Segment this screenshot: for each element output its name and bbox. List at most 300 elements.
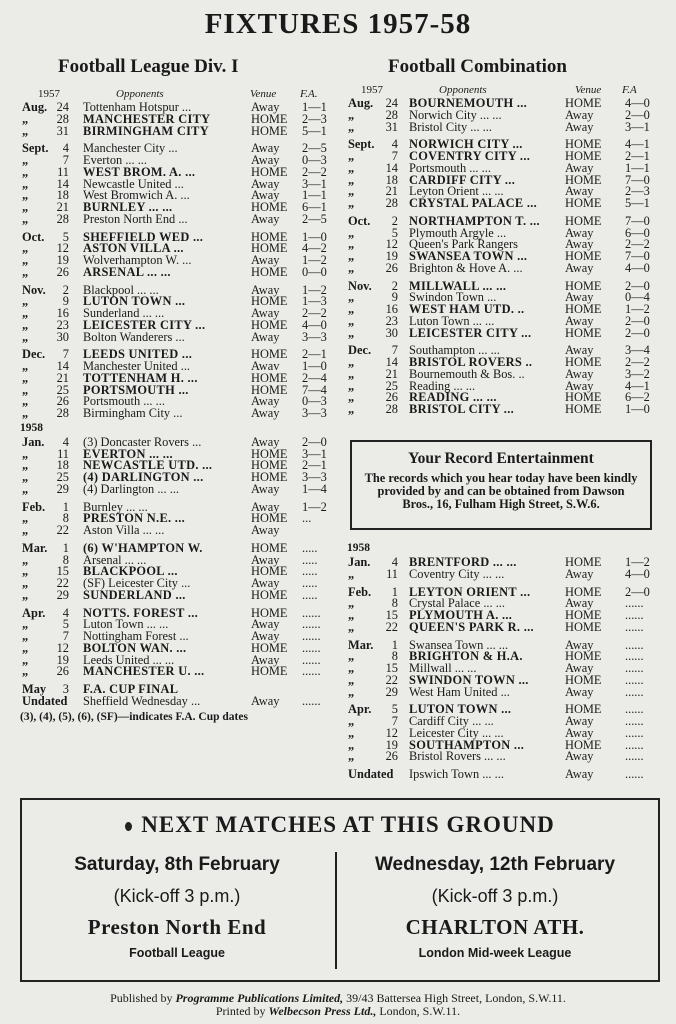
fixture-row — [347, 619, 662, 634]
fixture-venue: HOME — [251, 540, 288, 555]
fixture-day: 22 — [385, 619, 398, 634]
fixture-venue: HOME — [565, 390, 602, 405]
fixture-opponent: SHEFFIELD WED ... — [83, 229, 204, 244]
fixture-month: „ — [22, 629, 29, 643]
fixture-day: 12 — [56, 241, 69, 256]
fixture-result: 5—1 — [302, 123, 327, 138]
fixture-venue: Away — [251, 394, 280, 409]
fixture-opponent: (6) W'HAMPTON W. — [83, 540, 203, 555]
fixture-result: 2—1 — [302, 347, 327, 362]
fixture-opponent: Luton Town ... ... — [409, 313, 495, 328]
fixture-venue: HOME — [565, 737, 602, 752]
fixture-result: ...... — [625, 737, 644, 752]
fixture-opponent: Plymouth Argyle ... — [409, 225, 507, 240]
fixture-opponent: Manchester United ... — [83, 359, 191, 373]
fixture-result: 2—0 — [625, 278, 650, 293]
fixture-opponent: LEEDS UNITED ... — [83, 347, 193, 362]
fixture-venue: HOME — [251, 640, 288, 655]
fixture-result: ..... — [302, 540, 318, 555]
fixture-result: 4—0 — [625, 566, 650, 581]
fixture-row — [20, 408, 335, 420]
fixture-result: 2—0 — [625, 325, 650, 340]
fixture-venue: Away — [565, 237, 594, 252]
fixture-day: 26 — [56, 264, 69, 279]
fixture-venue: HOME — [251, 446, 288, 461]
fixture-month: „ — [22, 652, 29, 667]
fixture-result: 0—3 — [302, 394, 327, 409]
fixture-month: „ — [22, 406, 29, 420]
fixture-result: ...... — [302, 617, 321, 632]
fixture-day: 12 — [56, 640, 69, 655]
fixture-venue: Away — [565, 767, 594, 781]
fixture-month: „ — [348, 378, 355, 393]
fixture-venue: HOME — [565, 584, 602, 599]
fixture-opponent: Tottenham Hotspur ... — [83, 100, 192, 114]
fixture-day: 19 — [385, 737, 398, 752]
fixture-month: „ — [22, 306, 29, 320]
fixture-venue: Away — [251, 406, 280, 420]
fixture-month: „ — [22, 481, 29, 496]
fixture-day: 24 — [56, 100, 69, 114]
fixture-opponent: MANCHESTER CITY — [83, 111, 211, 126]
fixture-month: „ — [22, 188, 29, 203]
fixture-month: „ — [348, 184, 355, 199]
fixture-venue: Away — [251, 523, 280, 537]
fixture-month: „ — [348, 237, 355, 252]
fixture-month: „ — [348, 160, 355, 175]
fixture-opponent: Bristol Rovers ... ... — [409, 749, 506, 764]
fixture-opponent: Wolverhampton W. ... — [83, 253, 192, 267]
fixture-venue: Away — [565, 160, 594, 175]
fixture-day: 1 — [62, 499, 69, 514]
fixture-day: 28 — [385, 107, 398, 122]
fixture-opponent: Portsmouth ... ... — [409, 160, 491, 175]
fixture-opponent: PLYMOUTH A. ... — [409, 608, 513, 622]
fixture-month: „ — [22, 664, 29, 679]
fixture-result: 4—1 — [625, 378, 650, 393]
fixture-day: 4 — [391, 555, 398, 569]
fixture-result: 3—3 — [302, 329, 327, 344]
fixture-day: 1 — [62, 540, 69, 555]
fixture-month: „ — [348, 366, 355, 381]
fixture-result: 2—0 — [302, 434, 327, 449]
fixture-result: ...... — [625, 637, 644, 652]
fixture-result: 2—2 — [302, 306, 327, 320]
fixture-result: 7—0 — [625, 249, 650, 263]
fixture-month: Aug. — [22, 100, 48, 114]
fixture-opponent: Sunderland ... ... — [83, 306, 165, 320]
fixture-day: 26 — [56, 394, 69, 409]
fixture-month: „ — [348, 149, 355, 163]
competition: Football League — [129, 946, 225, 960]
fixture-month: „ — [22, 317, 29, 332]
fixture-opponent: Southampton ... ... — [409, 343, 500, 358]
fixture-month: „ — [348, 196, 355, 210]
fixture-month: „ — [348, 596, 355, 611]
fixture-day: 18 — [56, 188, 69, 203]
fixture-month: May — [22, 682, 47, 696]
fixture-result: ...... — [625, 702, 644, 717]
fixture-venue: HOME — [251, 200, 288, 214]
fixture-opponent: Brighton & Hove A. ... — [409, 260, 523, 275]
fixture-month: „ — [22, 253, 29, 267]
fixture-venue: Away — [565, 260, 594, 275]
fixture-day: 8 — [391, 649, 398, 664]
opponent-team: CHARLTON ATH. — [405, 915, 585, 939]
fixture-result: ...... — [302, 652, 321, 667]
fixture-row — [347, 769, 662, 781]
fixture-result: 2—2 — [302, 164, 327, 179]
fixture-opponent: (4) DARLINGTON ... — [83, 470, 204, 484]
fixture-opponent: Swansea Town ... ... — [409, 637, 509, 652]
fixture-venue: Away — [251, 211, 280, 226]
fixture-day: 24 — [385, 96, 398, 110]
fixture-row — [347, 751, 662, 763]
fixture-day: 16 — [56, 306, 69, 320]
fixture-day: 5 — [391, 225, 398, 240]
fixture-day: 3 — [62, 682, 69, 696]
fixture-month: Dec. — [22, 347, 46, 362]
fixture-venue: HOME — [565, 649, 602, 664]
fixture-row — [20, 666, 335, 678]
fixture-venue: Away — [565, 184, 594, 199]
fixture-row — [20, 587, 335, 602]
fixture-venue: Away — [251, 652, 280, 667]
opponent-team: Preston North End — [87, 915, 267, 939]
fixture-day: 7 — [62, 629, 69, 643]
fixture-day: 7 — [62, 153, 69, 167]
fixture-day: 11 — [57, 164, 69, 179]
fixture-result: ...... — [302, 664, 321, 679]
fixture-opponent: PORTSMOUTH ... — [83, 382, 189, 397]
combination-heading: Football Combination — [388, 56, 567, 77]
fixture-month: „ — [348, 619, 355, 634]
fixture-venue: Away — [565, 313, 594, 328]
fixture-opponent: WEST BROM. A. ... — [83, 164, 196, 179]
opponents-header: Opponents — [116, 88, 164, 100]
fixture-month: „ — [348, 725, 355, 740]
fixture-day: 4 — [62, 605, 69, 620]
fixture-opponent: Leyton Orient ... ... — [409, 184, 504, 199]
fixture-month: „ — [22, 394, 29, 409]
fixture-result: 7—0 — [625, 213, 650, 228]
fixture-month: „ — [22, 587, 29, 602]
fixture-venue: Away — [251, 629, 280, 643]
fixture-venue: HOME — [565, 402, 602, 416]
fixture-venue: HOME — [251, 264, 288, 279]
fixture-day: 14 — [56, 359, 69, 373]
fixture-day: 14 — [56, 176, 69, 191]
fixture-venue: HOME — [251, 564, 288, 579]
fixture-month: „ — [22, 523, 29, 537]
next-match-right — [340, 854, 650, 960]
fixture-result: 1—0 — [302, 229, 327, 244]
fixture-opponent: SOUTHAMPTON ... — [409, 737, 525, 752]
venue-header: Venue — [575, 84, 602, 96]
fixture-day: 5 — [62, 617, 69, 632]
fixture-opponent: Aston Villa ... ... — [83, 523, 165, 537]
fixture-month: „ — [22, 382, 29, 397]
fixture-result: ...... — [625, 767, 644, 781]
fixture-opponent: PRESTON N.E. ... — [83, 511, 185, 526]
fixture-result: 3—3 — [302, 470, 327, 484]
fa-header: F.A — [622, 84, 637, 96]
fixture-month: „ — [348, 672, 355, 687]
fixture-day: 7 — [391, 714, 398, 728]
fixture-opponent: Everton ... ... — [83, 153, 148, 167]
fixture-day: 25 — [385, 378, 398, 393]
fixture-result: ...... — [625, 619, 644, 634]
fixture-month: Apr. — [348, 702, 372, 717]
fixture-day: 8 — [62, 552, 69, 567]
fixture-venue: HOME — [251, 511, 288, 526]
fixture-row — [347, 325, 662, 340]
fixture-day: 1 — [391, 584, 398, 599]
fixture-venue: HOME — [251, 317, 288, 332]
fixture-result: 6—0 — [625, 225, 650, 240]
fixture-result: 4—0 — [625, 260, 650, 275]
fixture-result: ..... — [302, 576, 318, 590]
fixture-day: 21 — [56, 200, 69, 214]
opponents-header: Opponents — [439, 84, 487, 96]
fixture-opponent: Bolton Wanderers ... — [83, 329, 185, 344]
fixture-venue: Away — [565, 119, 594, 134]
fixture-month: „ — [22, 153, 29, 167]
year-label: 1958 — [347, 542, 370, 554]
fixture-venue: Away — [251, 499, 280, 514]
fixture-venue: Away — [565, 637, 594, 652]
fixture-row — [20, 123, 335, 138]
fixture-venue: Away — [251, 153, 280, 167]
fixture-month: „ — [348, 749, 355, 764]
fixture-day: 25 — [56, 470, 69, 484]
fixture-venue: HOME — [565, 702, 602, 717]
fixture-result: 2—2 — [625, 237, 650, 252]
fixture-month: „ — [22, 640, 29, 655]
fixture-result: 3—1 — [625, 119, 650, 134]
fixture-result: ...... — [625, 749, 644, 764]
fixture-result: 1—2 — [302, 253, 327, 267]
fixture-row — [347, 684, 662, 699]
kickoff-time: (Kick-off 3 p.m.) — [431, 886, 559, 906]
fixture-day: 2 — [62, 282, 69, 297]
fixture-month: „ — [348, 684, 355, 699]
fixture-day: 26 — [385, 749, 398, 764]
fixture-month: „ — [22, 164, 29, 179]
fixture-month: „ — [22, 176, 29, 191]
fixture-day: 23 — [385, 313, 398, 328]
fixture-opponent: QUEEN'S PARK R. ... — [409, 619, 534, 634]
fixture-venue: Away — [251, 141, 280, 156]
fixture-row — [20, 264, 335, 279]
fixture-venue: HOME — [565, 172, 602, 187]
fixture-venue: Away — [565, 684, 594, 699]
fixture-day: 26 — [56, 664, 69, 679]
fixture-month: „ — [22, 552, 29, 567]
record-text: The records which you hear today have been kindly provided by and can be obtained from Dawson Bros., 16, Fulham High Street, S.W.6. — [364, 471, 638, 511]
fixture-result: ...... — [302, 605, 321, 620]
fixture-opponent: Crystal Palace ... ... — [409, 596, 506, 611]
fixture-venue: HOME — [565, 619, 602, 634]
fixture-opponent: Ipswich Town ... ... — [409, 767, 504, 781]
fixture-month: „ — [348, 119, 355, 134]
venue-header: Venue — [250, 88, 277, 100]
fixture-opponent: Burnley ... ... — [83, 499, 148, 514]
fixture-day: 2 — [391, 278, 398, 293]
fixture-month: „ — [22, 211, 29, 226]
fixture-venue: Away — [251, 552, 280, 567]
fixture-venue: HOME — [251, 382, 288, 397]
fixture-result: 2—0 — [625, 107, 650, 122]
fixture-month: Apr. — [22, 605, 46, 620]
fixture-venue: HOME — [251, 587, 288, 602]
fixture-month: „ — [348, 325, 355, 340]
fixture-opponent: BOURNEMOUTH ... — [409, 96, 528, 110]
fixture-month: Sept. — [22, 141, 49, 156]
fixture-venue: HOME — [251, 111, 288, 126]
fixture-month: „ — [348, 313, 355, 328]
fixture-opponent: SWANSEA TOWN ... — [409, 249, 528, 263]
fixture-result: ...... — [625, 596, 644, 611]
fixture-result: ...... — [302, 629, 321, 643]
fixture-opponent: BURNLEY ... ... — [83, 200, 173, 214]
fixture-result: 1—1 — [302, 100, 327, 114]
fixture-opponent: Swindon Town ... — [409, 290, 497, 305]
fixture-opponent: Norwich City ... ... — [409, 107, 502, 122]
fixture-venue: Away — [251, 434, 280, 449]
fixture-opponent: BRISTOL ROVERS .. — [409, 355, 533, 369]
fixture-opponent: Queen's Park Rangers — [409, 237, 518, 252]
fixture-result: 3—1 — [302, 446, 327, 461]
fixture-day: 11 — [386, 566, 398, 581]
fixture-day: 19 — [385, 249, 398, 263]
fixture-venue: HOME — [565, 96, 602, 110]
fixture-result: ...... — [625, 672, 644, 687]
ink-blot — [125, 822, 132, 831]
fixture-opponent: COVENTRY CITY ... — [409, 149, 531, 163]
fixture-result: ...... — [625, 684, 644, 699]
fixture-result: 1—3 — [302, 294, 327, 309]
fixture-opponent: BOLTON WAN. ... — [83, 640, 187, 655]
fixture-day: 21 — [56, 370, 69, 385]
fixture-day: 7 — [391, 343, 398, 358]
fixture-month: „ — [348, 737, 355, 752]
fixture-venue: Away — [565, 366, 594, 381]
league-fixtures — [20, 88, 335, 723]
fixture-result: 2—3 — [302, 111, 327, 126]
fixture-row — [347, 566, 662, 581]
fixture-row — [20, 525, 335, 537]
fixture-month: „ — [348, 649, 355, 664]
fixture-day: 29 — [385, 684, 398, 699]
fixture-day: 14 — [385, 160, 398, 175]
fixture-result: 1—1 — [625, 160, 650, 175]
fixture-month: Undated — [22, 693, 68, 708]
fixture-day: 7 — [391, 149, 398, 163]
fixture-result: 2—2 — [625, 355, 650, 369]
fixture-day: 28 — [385, 196, 398, 210]
league-heading: Football League Div. I — [58, 56, 239, 77]
fixture-day: 29 — [56, 481, 69, 496]
fixture-month: „ — [348, 290, 355, 305]
fixture-venue: Away — [565, 749, 594, 764]
fixture-opponent: F.A. CUP FINAL — [83, 682, 179, 696]
fixture-result: 2—3 — [625, 184, 650, 199]
fixture-month: „ — [22, 264, 29, 279]
fixture-day: 5 — [62, 229, 69, 244]
fixture-row — [20, 211, 335, 226]
fixture-venue: HOME — [251, 241, 288, 256]
fixture-day: 26 — [385, 390, 398, 405]
fixture-day: 28 — [56, 211, 69, 226]
fixture-venue: HOME — [251, 123, 288, 138]
fixture-month: „ — [22, 370, 29, 385]
fixture-venue: HOME — [251, 664, 288, 679]
fixture-day: 8 — [62, 511, 69, 526]
fixture-month: „ — [22, 123, 29, 138]
fixture-month: Oct. — [348, 213, 371, 228]
fixture-day: 16 — [385, 302, 398, 316]
fixture-month: „ — [348, 402, 355, 416]
fixture-month: „ — [22, 329, 29, 344]
fixture-month: „ — [348, 249, 355, 263]
fixture-opponent: MILLWALL ... ... — [409, 278, 507, 293]
fixture-venue: HOME — [565, 355, 602, 369]
fixture-result: 6—1 — [302, 200, 327, 214]
kickoff-time: (Kick-off 3 p.m.) — [113, 886, 241, 906]
fa-header: F.A. — [300, 88, 318, 100]
fixture-venue: Away — [251, 253, 280, 267]
fixture-row — [20, 693, 335, 708]
fixture-venue: Away — [251, 329, 280, 344]
fixture-result: 1—2 — [302, 282, 327, 297]
fixture-month: Sept. — [348, 137, 375, 152]
page-title: FIXTURES 1957-58 — [204, 8, 472, 40]
fixture-venue: HOME — [251, 458, 288, 473]
fixture-opponent: BLACKPOOL ... — [83, 564, 178, 579]
fixture-opponent: (4) Darlington ... ... — [83, 481, 180, 496]
fixture-result: 0—0 — [302, 264, 327, 279]
fixture-month: „ — [348, 225, 355, 240]
fixture-month: „ — [348, 355, 355, 369]
fixture-venue: HOME — [565, 249, 602, 263]
fixture-month: Nov. — [348, 278, 372, 293]
fixture-result: 3—1 — [302, 176, 327, 191]
fixture-opponent: Nottingham Forest ... — [83, 629, 189, 643]
fixture-opponent: Preston North End ... — [83, 211, 188, 226]
fixture-day: 25 — [56, 382, 69, 397]
fixture-result: 2—5 — [302, 211, 327, 226]
fixture-venue: HOME — [251, 370, 288, 385]
fixture-opponent: CRYSTAL PALACE ... — [409, 196, 538, 210]
fixture-opponent: NORWICH CITY ... — [409, 137, 523, 152]
fixture-result: ...... — [625, 608, 644, 622]
fixture-day: 9 — [62, 294, 69, 309]
fixture-month: „ — [22, 359, 29, 373]
fixture-day: 18 — [56, 458, 69, 473]
fixture-venue: Away — [251, 282, 280, 297]
fixture-day: 2 — [391, 213, 398, 228]
printer-line: Printed by Welbecson Press Ltd., London, S.W.11. — [215, 1004, 461, 1018]
fixture-venue: HOME — [565, 302, 602, 316]
fixture-opponent: LUTON TOWN ... — [409, 702, 512, 717]
fixture-opponent: NORTHAMPTON T. ... — [409, 213, 540, 228]
fixture-opponent: Newcastle United ... — [83, 176, 184, 191]
fixture-opponent: NEWCASTLE UTD. ... — [83, 458, 213, 473]
fixture-day: 4 — [62, 434, 69, 449]
fixture-opponent: Bournemouth & Bos. .. — [409, 366, 525, 381]
fixture-result: 2—1 — [625, 149, 650, 163]
